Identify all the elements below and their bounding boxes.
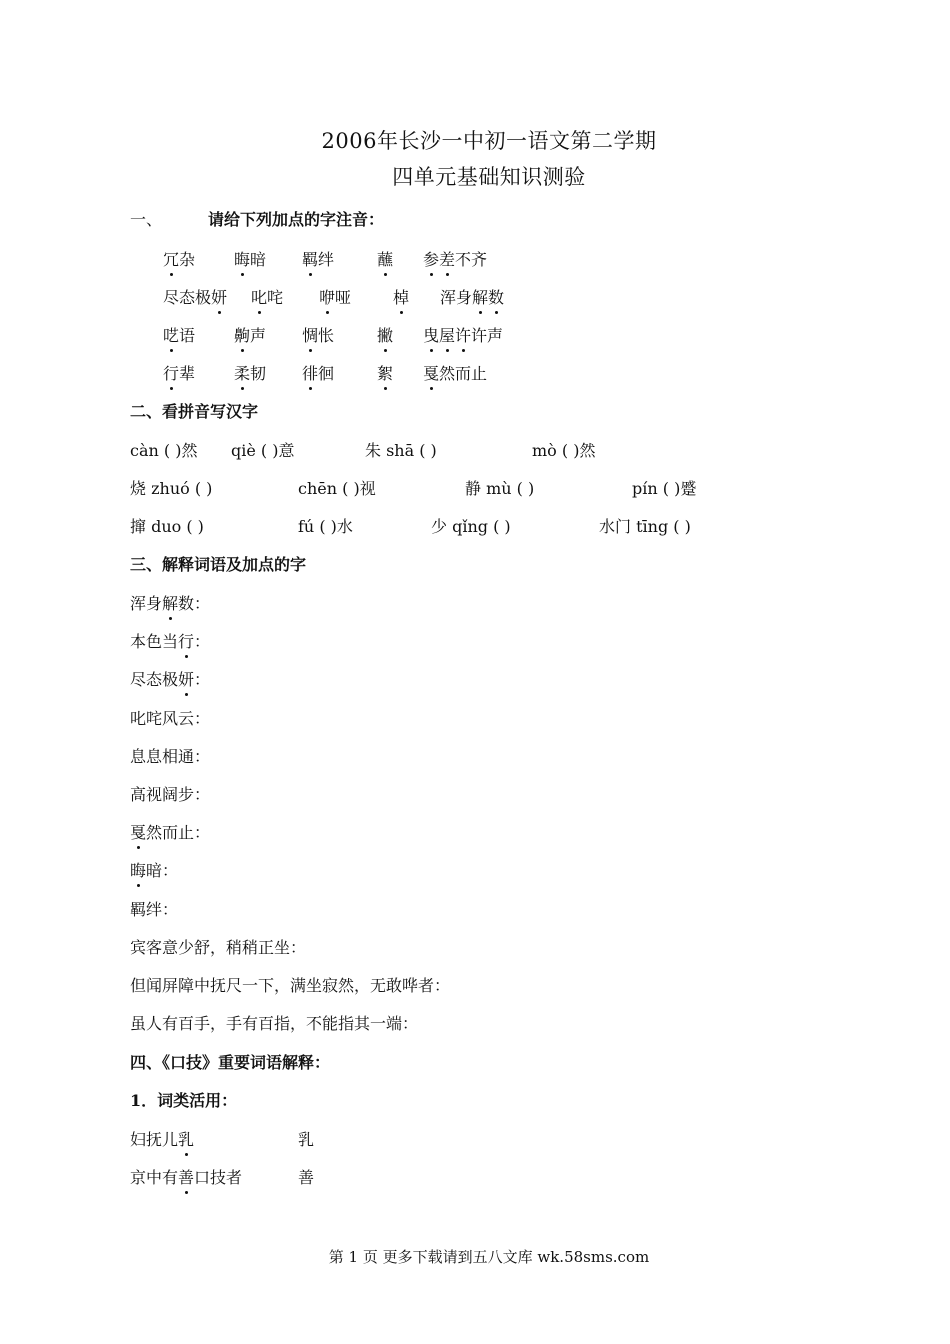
section2-heading: 二、看拼音写汉字 [130,402,259,421]
dotted-char: 絮 [377,364,394,383]
word-text: 浑身 [130,594,163,613]
pinyin-word [377,364,393,384]
usage-word: 善 [298,1168,315,1187]
word-text: 徊 [318,364,335,383]
pinyin-word [163,326,195,346]
word-text: 绊 [318,250,335,269]
definition-item [130,900,178,920]
definition-item [130,785,210,805]
section1-heading-text: 请给下列加点的字注音： [208,210,385,229]
section1-number: 一、 [130,210,163,229]
dotted-char: 曳 [423,326,440,345]
dotted-char: 撇 [377,326,394,345]
usage-word: 乳 [298,1130,315,1149]
word-text: 辈 [179,364,196,383]
dotted-char: 徘 [302,364,319,383]
section1-heading [130,210,384,230]
dotted-char: 晦 [234,250,251,269]
pinyin-item: qiè ( )意 [231,441,295,460]
dotted-char: 柔 [234,364,251,383]
pinyin-item: mò ( )然 [532,441,596,460]
dotted-char: 惆 [302,326,319,345]
word-text: 语 [179,326,196,345]
pinyin-item: 烧 zhuó ( ) [130,479,213,498]
pinyin-word [302,250,334,270]
pinyin-word [377,326,393,346]
word-text: 数： [178,594,211,613]
word-text: 然而止： [146,823,211,843]
usage-sentence [130,1168,242,1188]
word-text: ： [194,632,211,652]
dotted-char: 冗 [163,250,180,269]
definition-item [130,632,210,652]
word-text: 暗 [250,250,267,269]
word-text: 叱咤风云： [130,708,211,728]
pinyin-word [163,250,195,270]
word-text: 尽态极 [163,288,212,307]
title-line-2: 四单元基础知识测验 [392,165,586,189]
word-text: 口技者 [194,1168,243,1187]
word-text: 高视阔步： [130,785,211,804]
title-line-1: 2006年长沙一中初一语文第二学期 [321,129,657,153]
usage-sentence [130,1130,194,1150]
definition-item [130,709,210,729]
pinyin-item: 静 mù ( ) [465,479,535,498]
pinyin-word [302,364,334,384]
word-text: 杂 [179,250,196,269]
pinyin-word [440,288,504,308]
word-text: 息息相通： [130,746,211,766]
definition-item [130,823,210,843]
pinyin-item: chēn ( )视 [298,479,376,498]
word-text: 韧 [250,364,267,383]
pinyin-word [302,326,334,346]
word-text: 羁绊： [130,899,179,919]
word-text: 声 [250,326,267,345]
word-text: 京中有 [130,1168,179,1187]
dotted-char: 参 [423,250,440,269]
pinyin-item: 水门 tīng ( ) [599,517,691,536]
dotted-char: 妍 [211,288,228,307]
pinyin-item: pín ( )蹙 [632,479,697,498]
dotted-char: 行 [163,364,180,383]
pinyin-word [377,250,393,270]
definition-item [130,976,450,996]
word-text: 尽态极 [130,670,179,690]
section4-subheading [130,1091,237,1111]
dotted-char: 屋 [439,326,456,345]
definition-item [130,670,210,690]
dotted-char: 齁 [234,326,251,345]
dotted-char: 乳 [178,1130,195,1149]
word-text: 但闻屏障中抚尺一下，满坐寂然，无敢哗者： [130,976,451,995]
pinyin-word [423,364,487,384]
dotted-char: 羁 [302,250,319,269]
definition-item [130,1014,418,1034]
definition-item [130,861,178,881]
section4-sub-number: 1． [130,1091,158,1110]
pinyin-word [234,326,266,346]
dotted-char: 棹 [393,288,410,307]
definition-item [130,747,210,767]
pinyin-word [163,288,227,308]
word-text: 虽人有百手，手有百指，不能指其一端： [130,1014,419,1034]
pinyin-item: càn ( )然 [130,441,198,460]
word-text: 妇抚儿 [130,1130,179,1149]
dotted-char: 解 [472,288,489,307]
pinyin-item: fú ( )水 [298,517,353,536]
pinyin-word [163,364,195,384]
pinyin-word [423,326,503,346]
word-text: 宾客意少舒，稍稍正坐： [130,937,307,957]
pinyin-item: 朱 shā ( ) [365,441,437,460]
word-text: 怅 [318,326,335,345]
dotted-char: 晦 [130,861,147,881]
pinyin-item: 撺 duo ( ) [130,517,204,536]
dotted-char: 呓 [163,326,180,345]
dotted-char: 善 [178,1168,195,1187]
page-footer: 第 1 页 更多下载请到五八文库 wk.58sms.com [328,1248,650,1266]
dotted-char: 戛 [423,364,440,383]
dotted-char: 解 [162,594,179,613]
dotted-char: 咿 [319,288,336,307]
pinyin-item: 少 qǐng ( ) [431,517,511,536]
pinyin-word [234,364,266,384]
dotted-char: 妍 [178,670,195,690]
word-text: 然而止 [439,364,488,383]
word-text: 本色当 [130,632,179,652]
section3-heading: 三、解释词语及加点的字 [130,555,307,574]
dotted-char: 蘸 [377,250,394,269]
dotted-char: 叱 [251,288,268,307]
dotted-char: 差 [439,250,456,269]
dotted-char: 行 [178,632,195,652]
word-text: 许声 [471,326,504,345]
pinyin-word [251,288,283,308]
dotted-char: 戛 [130,823,147,843]
pinyin-word [393,288,409,308]
word-text: ： [194,670,211,690]
definition-item [130,938,306,958]
dotted-char: 数 [488,288,505,307]
word-text: 暗： [146,861,179,881]
dotted-char: 许 [455,326,472,345]
word-text: 咤 [267,288,284,307]
pinyin-word [319,288,351,308]
section4-heading: 四、《口技》重要词语解释： [130,1053,331,1072]
word-text: 哑 [335,288,352,307]
pinyin-word [234,250,266,270]
pinyin-word [423,250,487,270]
word-text: 浑身 [440,288,473,307]
definition-item [130,594,210,614]
word-text: 不齐 [455,250,488,269]
section4-sub-heading-text: 词类活用： [157,1091,238,1110]
